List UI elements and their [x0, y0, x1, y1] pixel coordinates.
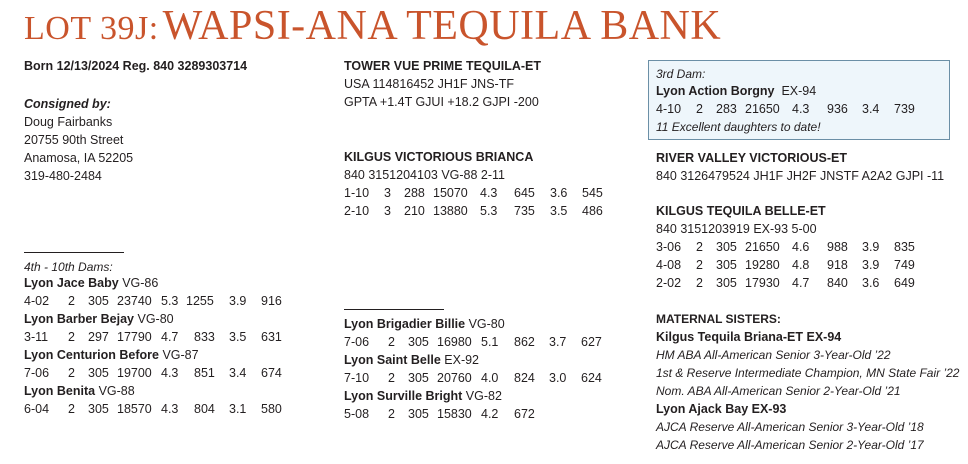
sire-registration: USA 114816452 JH1F JNS-TF [344, 77, 514, 91]
birth-registration: Born 12/13/2024 Reg. 840 3289303714 [24, 59, 248, 73]
consignor-name: Doug Fairbanks [24, 115, 113, 129]
dams-header: 4th - 10th Dams: [24, 260, 113, 274]
granddam-registration: 840 3151203919 EX-93 5-00 [656, 222, 817, 236]
sister-award: AJCA Reserve All-American Senior 2-Year-Old ’17 [656, 438, 924, 452]
third-dam-name-line: Lyon Action Borgny EX-94 [656, 84, 817, 98]
sister-name: Lyon Ajack Bay EX-93 [656, 402, 787, 416]
third-dam-label: 3rd Dam: [656, 67, 706, 81]
dam-name-line: Lyon Barber Bejay VG-80 [24, 312, 174, 326]
animal-name: WAPSI-ANA TEQUILA BANK [162, 3, 722, 49]
consigned-label: Consigned by: [24, 97, 111, 111]
granddam-name: KILGUS TEQUILA BELLE-ET [656, 204, 826, 218]
third-dam-note: 11 Excellent daughters to date! [656, 120, 821, 134]
consignor-city: Anamosa, IA 52205 [24, 151, 134, 165]
dam-name-line: Lyon Jace Baby VG-86 [24, 276, 159, 290]
mgs-name: RIVER VALLEY VICTORIOUS-ET [656, 151, 847, 165]
sire-name: TOWER VUE PRIME TEQUILA-ET [344, 59, 541, 73]
mgs-registration: 840 3126479524 JH1F JH2F JNSTF A2A2 GJPI -11 [656, 169, 945, 183]
sister-name: Kilgus Tequila Briana-ET EX-94 [656, 330, 842, 344]
sister-award: HM ABA All-American Senior 3-Year-Old ’22 [656, 348, 891, 362]
dam-name-line: Lyon Benita VG-88 [24, 384, 135, 398]
divider-middle [344, 309, 444, 310]
dam-name-line: Lyon Brigadier Billie VG-80 [344, 317, 505, 331]
dam-name: KILGUS VICTORIOUS BRIANCA [344, 150, 534, 164]
consignor-phone: 319-480-2484 [24, 169, 102, 183]
dam-name-line: Lyon Saint Belle EX-92 [344, 353, 480, 367]
dam-registration: 840 3151204103 VG-88 2-11 [344, 168, 506, 182]
sire-genomics: GPTA +1.4T GJUI +18.2 GJPI -200 [344, 95, 539, 109]
sister-award: AJCA Reserve All-American Senior 3-Year-Old ’18 [656, 420, 924, 434]
sister-award: Nom. ABA All-American Senior 2-Year-Old ’21 [656, 384, 901, 398]
divider-left [24, 252, 124, 253]
lot-title [24, 2, 721, 48]
maternal-sisters-header: MATERNAL SISTERS: [656, 312, 781, 326]
dam-name-line: Lyon Centurion Before VG-87 [24, 348, 199, 362]
sister-award: 1st & Reserve Intermediate Champion, MN State Fair ’22 [656, 366, 960, 380]
consignor-street: 20755 90th Street [24, 133, 124, 147]
dam-name-line: Lyon Surville Bright VG-82 [344, 389, 502, 403]
lot-number: LOT 39J: [24, 10, 159, 47]
